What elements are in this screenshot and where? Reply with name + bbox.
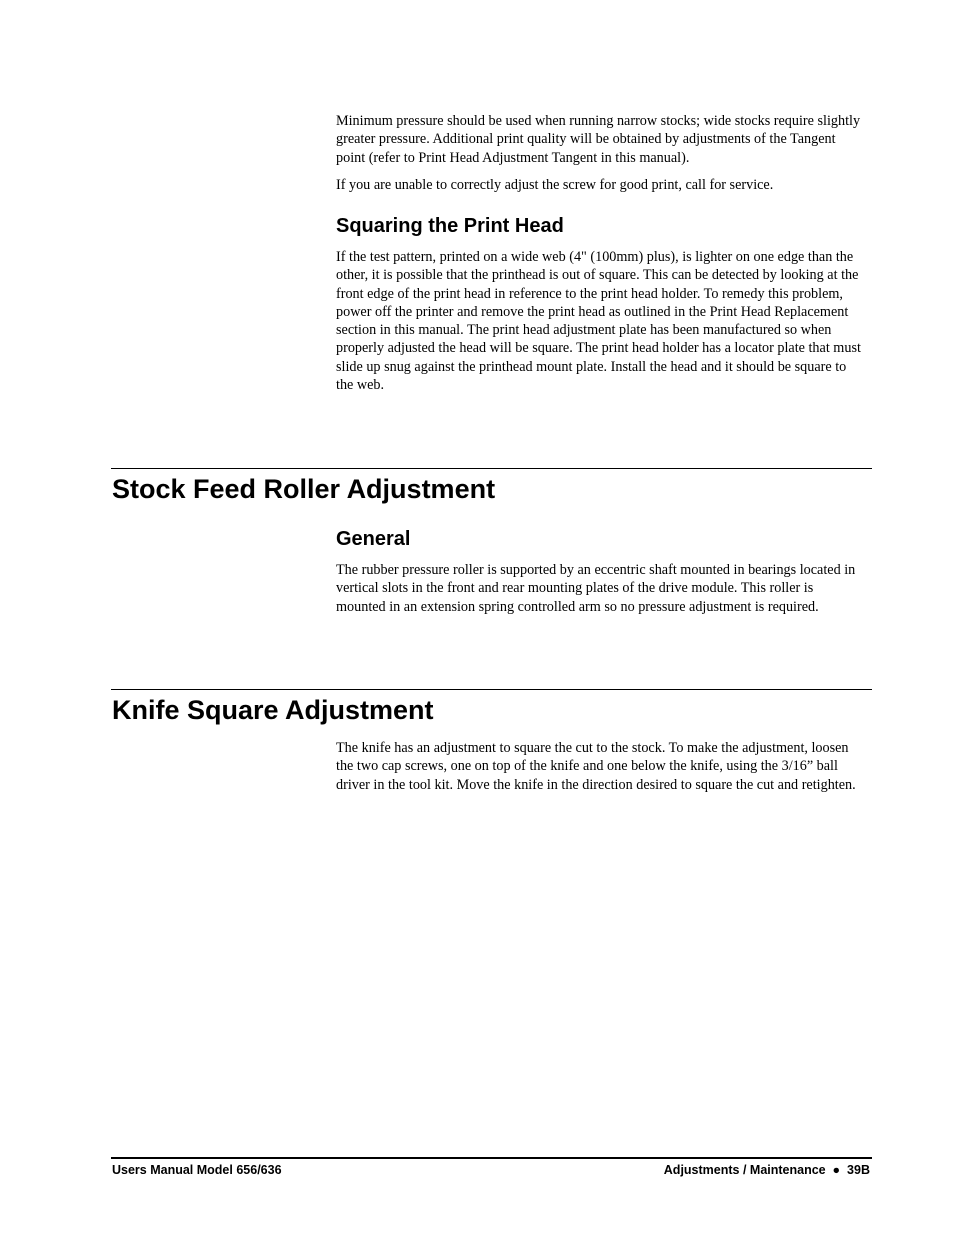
footer-section-page: Adjustments / Maintenance ● 39B <box>663 1163 870 1177</box>
general-subheading: General <box>336 528 411 550</box>
footer-divider <box>111 1157 872 1159</box>
intro-paragraph-service: If you are unable to correctly adjust the screw for good print, call for service. <box>336 177 774 193</box>
knife-heading: Knife Square Adjustment <box>112 695 434 725</box>
footer-manual-title: Users Manual Model 656/636 <box>112 1163 282 1177</box>
stock-feed-heading: Stock Feed Roller Adjustment <box>112 474 496 504</box>
stock-feed-paragraph: The rubber pressure roller is supported by an eccentric shaft mounted in bearings located in vertical slots in the front and rear mounting plates of the drive module. This roller is mounted in an extension spring controlled arm so no pressure adjustment is required. <box>336 562 856 615</box>
section-divider <box>111 689 872 690</box>
section-divider <box>111 468 872 469</box>
squaring-paragraph: If the test pattern, printed on a wide web (4" (100mm) plus), is lighter on one edge than the other, it is possible that the printhead is out of square. This can be detected by looking at the front edge of the print head in reference to the print head holder. To remedy this problem, power off the printer and remove the print head as outlined in the Print Head Replacement section in this manual. The print head adjustment plate has been manufactured so when properly adjusted the head will be square. The print head holder has a locator plate that must slide up snug against the printhead mount plate. Install the head and it should be square to the web. <box>336 249 861 394</box>
knife-paragraph: The knife has an adjustment to square the cut to the stock. To make the adjustment, loosen the two cap screws, one on top of the knife and one below the knife, using the 3/16” ball driver in the tool kit. Move the knife in the direction desired to square the cut and retighten. <box>336 740 856 793</box>
intro-paragraph-pressure: Minimum pressure should be used when running narrow stocks; wide stocks require slightly greater pressure. Additional print quality will be obtained by adjustments of the Tangent point (refer to Print Head Adjustment Tangent in this manual). <box>336 113 861 166</box>
squaring-heading: Squaring the Print Head <box>336 215 564 237</box>
